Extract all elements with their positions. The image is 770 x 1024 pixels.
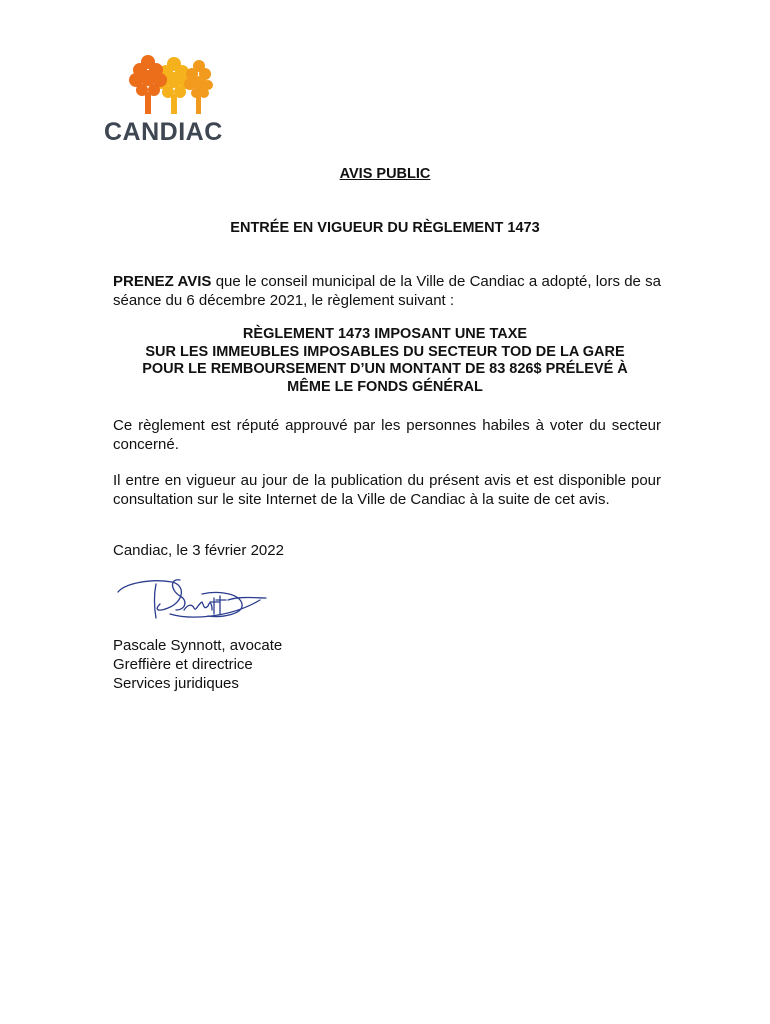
paragraph-effective: Il entre en vigueur au jour de la publication du présent avis et est disponible pour consultation sur le site Internet de la Ville de Candiac à la suite de cet avis. bbox=[113, 472, 661, 508]
bylaw-title-line: RÈGLEMENT 1473 IMPOSANT UNE TAXE bbox=[242, 326, 528, 342]
bylaw-title-line: MÊME LE FONDS GÉNÉRAL bbox=[287, 378, 483, 395]
notice-title: AVIS PUBLIC bbox=[339, 166, 431, 182]
paragraph-notice bbox=[113, 272, 661, 310]
signatory-department: Services juridiques bbox=[113, 675, 239, 692]
signatory-name: Pascale Synnott, avocate bbox=[113, 637, 283, 654]
paragraph-lead: PRENEZ AVIS bbox=[113, 273, 212, 290]
paragraph-approval: Ce règlement est réputé approuvé par les personnes habiles à voter du secteur concerné. bbox=[113, 417, 661, 453]
bylaw-title-line: SUR LES IMMEUBLES IMPOSABLES DU SECTEUR TOD DE LA GARE bbox=[145, 343, 625, 360]
bylaw-title-line: POUR LE REMBOURSEMENT D’UN MONTANT DE 83 826$ PRÉLEVÉ À bbox=[142, 361, 628, 377]
date-line: Candiac, le 3 février 2022 bbox=[113, 542, 284, 559]
signatory-block bbox=[113, 636, 282, 693]
paragraph-text: que le conseil municipal de la Ville de Candiac a adopté, lors de sa séance du 6 décembre 2021, le règlement suivant : bbox=[113, 273, 661, 309]
logo-wordmark: CANDIAC bbox=[104, 118, 223, 146]
bylaw-title-block bbox=[100, 326, 670, 396]
handwritten-signature-icon bbox=[110, 570, 270, 638]
tree-logo-icon bbox=[104, 50, 244, 118]
signature-image bbox=[110, 570, 270, 638]
signatory-title: Greffière et directrice bbox=[113, 656, 253, 673]
notice-subtitle: ENTRÉE EN VIGUEUR DU RÈGLEMENT 1473 bbox=[230, 220, 540, 236]
candiac-logo bbox=[104, 50, 244, 150]
